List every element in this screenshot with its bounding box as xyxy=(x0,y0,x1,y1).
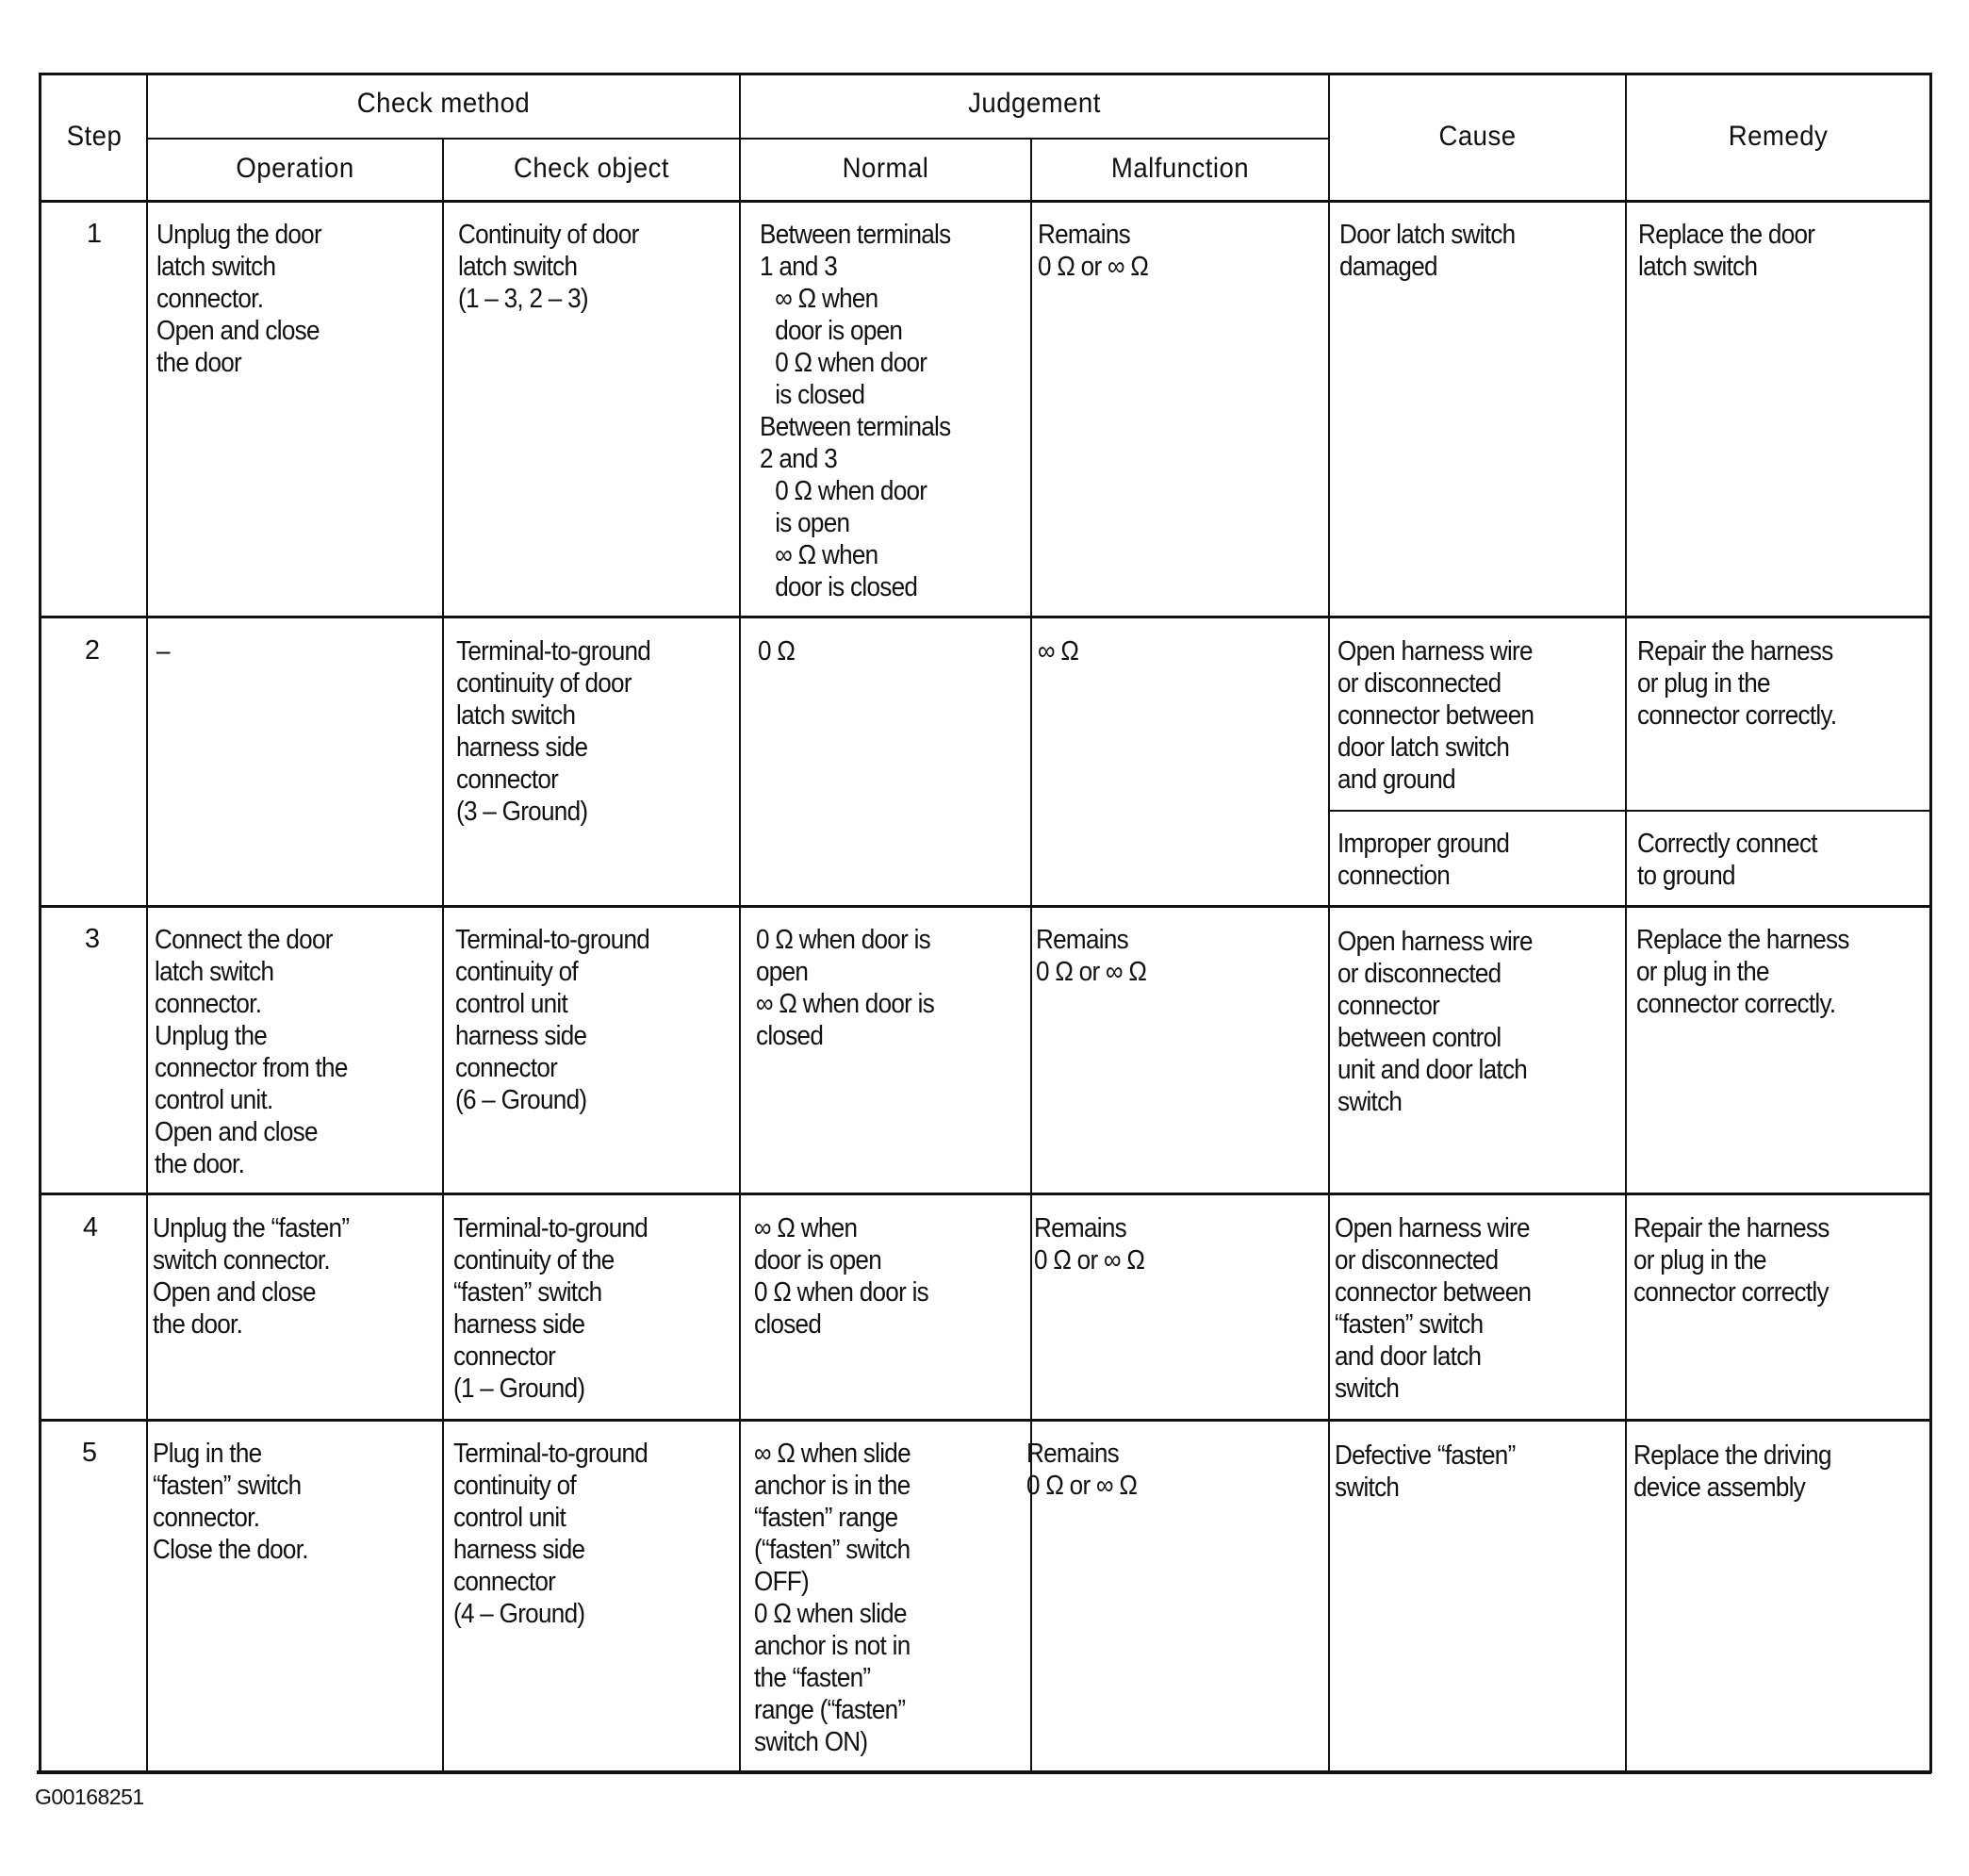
cell-line: latch switch xyxy=(458,252,578,282)
normal-cell xyxy=(756,924,934,1052)
cell-line: 0 Ω when door xyxy=(775,348,927,378)
cell-line: connector xyxy=(1337,991,1440,1021)
cell-line: connection xyxy=(1337,861,1451,891)
step-number: 4 xyxy=(82,1212,99,1242)
cell-line: Door latch switch xyxy=(1339,220,1516,250)
col-divider-cause xyxy=(1625,73,1627,1772)
operation-cell xyxy=(155,924,348,1180)
cell-line: continuity of the xyxy=(453,1245,615,1275)
cell-line: ∞ Ω xyxy=(1038,636,1079,666)
cell-line: (“fasten” switch xyxy=(754,1535,911,1565)
col-divider-normal xyxy=(1030,138,1032,1772)
cell-line: door is closed xyxy=(775,572,918,602)
cause-cell xyxy=(1339,219,1515,283)
cell-line: switch xyxy=(1337,1087,1403,1117)
col-divider-malfunction xyxy=(1328,73,1330,1772)
cell-line: or plug in the xyxy=(1633,1245,1766,1275)
cell-line: Connect the door xyxy=(155,925,333,955)
cell-line: (1 – Ground) xyxy=(453,1374,585,1404)
remedy-cell xyxy=(1636,924,1849,1020)
cause-cell xyxy=(1335,1440,1516,1504)
cell-line: “fasten” switch xyxy=(1335,1309,1484,1340)
cell-line: open xyxy=(756,957,809,987)
cell-line: harness side xyxy=(455,1021,587,1051)
cell-line: 0 Ω or ∞ Ω xyxy=(1036,957,1147,987)
operation-cell xyxy=(156,219,321,379)
table-border-top xyxy=(41,73,1932,75)
cell-line: (4 – Ground) xyxy=(453,1599,585,1629)
cell-line: Remains xyxy=(1036,925,1128,955)
remedy-cell xyxy=(1638,219,1814,283)
step-number: 3 xyxy=(84,924,101,954)
cell-line: control unit. xyxy=(155,1085,273,1115)
cell-line: harness side xyxy=(453,1535,585,1565)
step-number: 2 xyxy=(84,635,101,666)
cause-cell xyxy=(1337,828,1509,892)
cell-line: or plug in the xyxy=(1637,668,1770,699)
cell-line: connector. xyxy=(156,284,264,314)
cell-line: Replace the driving xyxy=(1633,1440,1831,1471)
normal-cell xyxy=(754,1438,911,1758)
cell-line: between control xyxy=(1337,1023,1501,1053)
header-cause: Cause xyxy=(1438,121,1517,152)
table-border-left xyxy=(39,73,41,1773)
cell-line: closed xyxy=(754,1309,822,1340)
header-normal: Normal xyxy=(842,153,929,184)
cell-line: the door. xyxy=(155,1149,245,1179)
cell-line: door is open xyxy=(754,1245,882,1275)
malfunction-cell xyxy=(1038,219,1148,283)
cell-line: Unplug the “fasten” xyxy=(153,1213,350,1243)
header-check-method: Check method xyxy=(356,88,531,119)
cell-line: 0 Ω when slide xyxy=(754,1599,907,1629)
cell-line: Repair the harness xyxy=(1637,636,1833,666)
figure-code: G00168251 xyxy=(35,1785,144,1809)
cell-line: or plug in the xyxy=(1636,957,1769,987)
cell-line: Terminal-to-ground xyxy=(453,1213,648,1243)
row-divider-4 xyxy=(39,1419,1931,1422)
header-step: Step xyxy=(66,121,123,152)
cell-line: connector xyxy=(453,1567,556,1597)
cell-line: ∞ Ω when xyxy=(775,540,878,570)
cell-line: Between terminals xyxy=(760,220,951,250)
cell-line: connector between xyxy=(1335,1277,1532,1308)
cell-line: harness side xyxy=(456,732,588,763)
row-divider-2-sub xyxy=(1328,810,1931,812)
operation-cell xyxy=(153,1212,349,1341)
cell-line: and door latch xyxy=(1335,1341,1482,1372)
cell-line: damaged xyxy=(1339,252,1437,282)
step-number: 1 xyxy=(86,219,103,249)
cell-line: Replace the harness xyxy=(1636,925,1849,955)
cell-line: connector xyxy=(455,1053,558,1083)
cell-line: Remains xyxy=(1026,1439,1119,1469)
cell-line: Open harness wire xyxy=(1337,927,1533,957)
cell-line: device assembly xyxy=(1633,1473,1806,1503)
normal-cell xyxy=(760,219,950,603)
cell-line: latch switch xyxy=(155,957,274,987)
cell-line: door latch switch xyxy=(1337,732,1510,763)
cell-line: Terminal-to-ground xyxy=(456,636,651,666)
table-border-bottom xyxy=(37,1770,1931,1774)
malfunction-cell xyxy=(1026,1438,1137,1502)
cell-line: switch xyxy=(1335,1473,1400,1503)
check-object-cell xyxy=(456,635,650,828)
cell-line: 0 Ω when door is xyxy=(756,925,931,955)
cell-line: Open and close xyxy=(156,316,320,346)
cell-line: (1 – 3, 2 – 3) xyxy=(458,284,588,314)
cell-line: Terminal-to-ground xyxy=(455,925,650,955)
normal-cell xyxy=(758,635,795,667)
malfunction-cell xyxy=(1034,1212,1144,1276)
cell-line: ∞ Ω when slide xyxy=(754,1439,911,1469)
cell-line: connector between xyxy=(1337,700,1534,731)
cell-line: or disconnected xyxy=(1337,959,1501,989)
cell-line: Plug in the xyxy=(153,1439,262,1469)
step-number: 5 xyxy=(81,1438,98,1468)
cell-line: Replace the door xyxy=(1638,220,1815,250)
cell-line: ∞ Ω when xyxy=(775,284,878,314)
remedy-cell xyxy=(1637,635,1836,732)
cell-line: Unplug the door xyxy=(156,220,321,250)
cell-line: 0 Ω xyxy=(758,636,796,666)
cell-line: or disconnected xyxy=(1337,668,1501,699)
cause-cell xyxy=(1337,926,1533,1118)
cell-line: is open xyxy=(775,508,850,538)
cell-line: Improper ground xyxy=(1337,829,1510,859)
cell-line: control unit xyxy=(453,1503,566,1533)
cell-line: ∞ Ω when door is xyxy=(756,989,935,1019)
cell-line: control unit xyxy=(455,989,568,1019)
cell-line: 0 Ω or ∞ Ω xyxy=(1038,252,1149,282)
cell-line: “fasten” switch xyxy=(453,1277,602,1308)
cell-line: Unplug the xyxy=(155,1021,268,1051)
cell-line: closed xyxy=(756,1021,824,1051)
cell-line: Remains xyxy=(1038,220,1130,250)
cell-line: 0 Ω when door is xyxy=(754,1277,929,1308)
cell-line: “fasten” switch xyxy=(153,1471,302,1501)
malfunction-cell xyxy=(1036,924,1146,988)
cell-line: 0 Ω or ∞ Ω xyxy=(1034,1245,1145,1275)
normal-cell xyxy=(754,1212,928,1341)
cell-line: connector. xyxy=(153,1503,260,1533)
operation-cell xyxy=(156,635,170,667)
row-divider-1 xyxy=(39,616,1931,618)
cell-line: anchor is in the xyxy=(754,1471,911,1501)
cell-line: anchor is not in xyxy=(754,1631,911,1661)
header-check-object: Check object xyxy=(513,153,670,184)
cell-line: 0 Ω or ∞ Ω xyxy=(1026,1471,1138,1501)
col-divider-check-object xyxy=(739,73,741,1772)
cell-line: 2 and 3 xyxy=(760,444,838,474)
header-operation: Operation xyxy=(236,153,354,184)
header-malfunction: Malfunction xyxy=(1110,153,1250,184)
col-divider-step xyxy=(146,73,148,1772)
header-judgement: Judgement xyxy=(968,88,1101,119)
cell-line: to ground xyxy=(1637,861,1735,891)
cell-line: connector xyxy=(453,1341,556,1372)
header-group-divider xyxy=(148,138,1328,140)
cell-line: latch switch xyxy=(456,700,576,731)
cell-line: continuity of xyxy=(453,1471,576,1501)
check-object-cell xyxy=(453,1438,648,1630)
cell-line: connector correctly. xyxy=(1637,700,1837,731)
check-object-cell xyxy=(455,924,649,1116)
cell-line: Correctly connect xyxy=(1637,829,1817,859)
cell-line: range (“fasten” xyxy=(754,1695,906,1725)
cell-line: 1 and 3 xyxy=(760,252,838,282)
cell-line: Defective “fasten” xyxy=(1335,1440,1516,1471)
cell-line: 0 Ω when door xyxy=(775,476,927,506)
operation-cell xyxy=(153,1438,308,1566)
cell-line: latch switch xyxy=(156,252,276,282)
cell-line: the door. xyxy=(153,1309,243,1340)
check-object-cell xyxy=(458,219,639,315)
cell-line: or disconnected xyxy=(1335,1245,1499,1275)
cell-line: (3 – Ground) xyxy=(456,797,588,827)
cell-line: door is open xyxy=(775,316,903,346)
cell-line: is closed xyxy=(775,380,865,410)
cell-line: latch switch xyxy=(1638,252,1758,282)
cause-cell xyxy=(1337,635,1534,796)
remedy-cell xyxy=(1637,828,1817,892)
cell-line: harness side xyxy=(453,1309,585,1340)
cell-line: the door xyxy=(156,348,242,378)
cell-line: the “fasten” xyxy=(754,1663,871,1693)
cell-line: “fasten” range xyxy=(754,1503,898,1533)
cell-line: switch xyxy=(1335,1374,1400,1404)
header-remedy: Remedy xyxy=(1728,121,1829,152)
cell-line: – xyxy=(156,636,170,666)
cell-line: connector. xyxy=(155,989,262,1019)
cell-line: connector correctly. xyxy=(1636,989,1836,1019)
cell-line: (6 – Ground) xyxy=(455,1085,587,1115)
cell-line: switch connector. xyxy=(153,1245,330,1275)
cell-line: Open harness wire xyxy=(1335,1213,1530,1243)
cell-line: and ground xyxy=(1337,765,1455,795)
cell-line: Remains xyxy=(1034,1213,1126,1243)
cell-line: connector xyxy=(456,765,559,795)
cell-line: Open and close xyxy=(153,1277,316,1308)
malfunction-cell xyxy=(1038,635,1078,667)
row-divider-3 xyxy=(39,1193,1931,1195)
check-object-cell xyxy=(453,1212,648,1405)
cell-line: connector from the xyxy=(155,1053,348,1083)
cell-line: Open and close xyxy=(155,1117,318,1147)
cell-line: ∞ Ω when xyxy=(754,1213,858,1243)
table-border-right xyxy=(1929,73,1932,1773)
cell-line: unit and door latch xyxy=(1337,1055,1528,1085)
col-divider-operation xyxy=(442,138,444,1772)
cell-line: switch ON) xyxy=(754,1727,868,1757)
cell-line: OFF) xyxy=(754,1567,810,1597)
cell-line: continuity of door xyxy=(456,668,632,699)
cause-cell xyxy=(1335,1212,1531,1405)
cell-line: continuity of xyxy=(455,957,578,987)
remedy-cell xyxy=(1633,1212,1830,1308)
row-divider-2 xyxy=(39,905,1931,908)
cell-line: Open harness wire xyxy=(1337,636,1533,666)
cell-line: Repair the harness xyxy=(1633,1213,1830,1243)
cell-line: Between terminals xyxy=(760,412,951,442)
cell-line: connector correctly xyxy=(1633,1277,1829,1308)
remedy-cell xyxy=(1633,1440,1831,1504)
cell-line: Close the door. xyxy=(153,1535,308,1565)
cell-line: Continuity of door xyxy=(458,220,639,250)
header-bottom-line xyxy=(39,200,1931,203)
cell-line: Terminal-to-ground xyxy=(453,1439,648,1469)
